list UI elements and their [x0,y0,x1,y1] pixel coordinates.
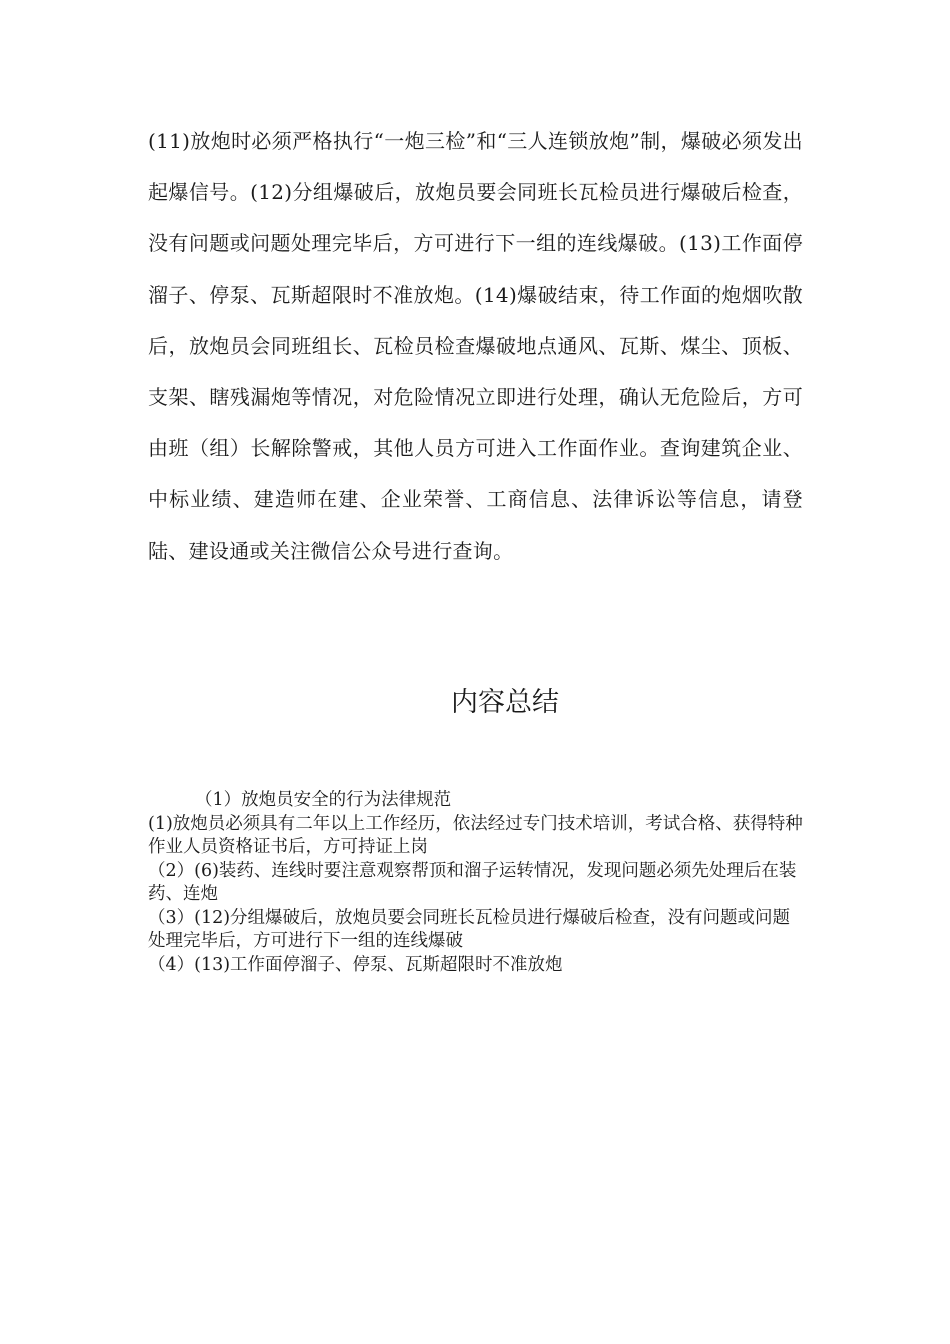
summary-item: （3）(12)分组爆破后，放炮员要会同班长瓦检员进行爆破后检查，没有问题或问题处理完毕后，方可进行下一组的连线爆破 [148,907,791,951]
summary-item: (1)放炮员必须具有二年以上工作经历，依法经过专门技术培训，考试合格、获得特种作业人员资格证书后，方可持证上岗 [148,813,803,857]
summary-item: （4）(13)工作面停溜子、停泵、瓦斯超限时不准放炮 [148,954,563,975]
summary-heading: （1）放炮员安全的行为法律规范 [195,790,452,810]
summary-section [148,789,803,977]
summary-item: （2）(6)装药、连线时要注意观察帮顶和溜子运转情况，发现问题必须先处理后在装药、连炮 [148,860,797,904]
summary-title: 内容总结 [451,687,559,718]
body-paragraph: (11)放炮时必须严格执行“一炮三检”和“三人连锁放炮”制，爆破必须发出起爆信号。(12)分组爆破后，放炮员要会同班长瓦检员进行爆破后检查，没有问题或问题处理完毕后，方可进行下一组的连线爆破。(13)工作面停溜子、停泵、瓦斯超限时不准放炮。(14)爆破结束，待工作面的炮烟吹散后，放炮员会同班组长、瓦检员检查爆破地点通风、瓦斯、煤尘、顶板、支架、瞎残漏炮等情况，对危险情况立即进行处理，确认无危险后，方可由班（组）长解除警戒，其他人员方可进入工作面作业。查询建筑企业、中标业绩、建造师在建、企业荣誉、工商信息、法律诉讼等信息，请登陆、建设通或关注微信公众号进行查询。 [148,129,803,563]
